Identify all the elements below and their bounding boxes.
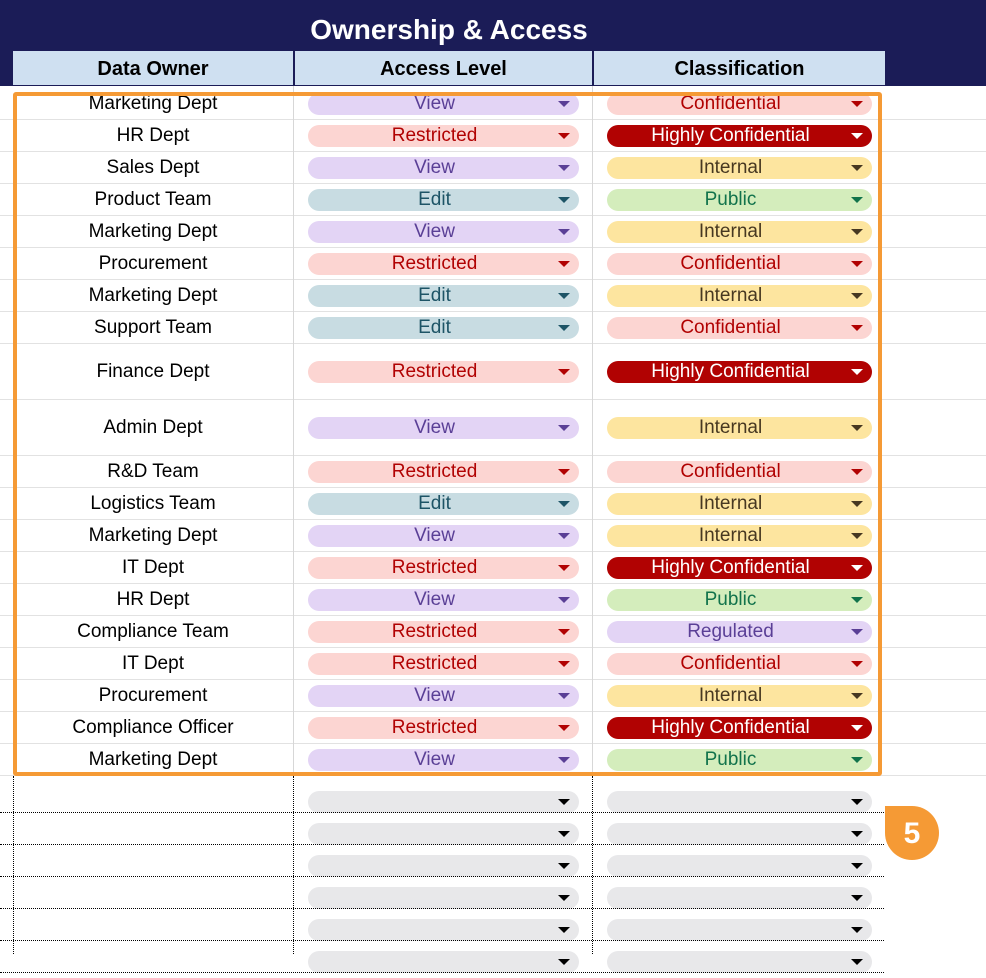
dropdown-arrow-icon[interactable] <box>851 863 863 869</box>
column-header-classification[interactable]: Classification <box>594 51 885 85</box>
empty-classification-dropdown[interactable] <box>607 855 872 877</box>
data-owner-text: Compliance Officer <box>72 717 234 738</box>
classification-dropdown-label: Confidential <box>680 317 781 338</box>
column-header-data-owner[interactable]: Data Owner <box>13 51 293 85</box>
empty-access-dropdown[interactable] <box>308 823 579 845</box>
access-level-dropdown-label: View <box>414 525 455 546</box>
dropdown-arrow-icon[interactable] <box>851 831 863 837</box>
empty-table-row <box>0 818 986 850</box>
dotted-column-divider <box>592 776 593 954</box>
step-badge: 5 <box>885 806 939 860</box>
section-title: Ownership & Access <box>310 14 588 45</box>
access-level-dropdown-label: Restricted <box>391 461 478 482</box>
empty-table-row <box>0 914 986 946</box>
data-owner-text: Procurement <box>98 685 208 706</box>
dropdown-arrow-icon[interactable] <box>558 927 570 933</box>
classification-dropdown-label: Highly Confidential <box>651 361 810 382</box>
access-level-dropdown-label: Restricted <box>391 717 478 738</box>
access-level-dropdown-label: View <box>414 685 455 706</box>
empty-access-dropdown[interactable] <box>308 855 579 877</box>
dropdown-arrow-icon[interactable] <box>851 959 863 965</box>
data-owner-text: Marketing Dept <box>88 93 218 114</box>
data-owner-text: Compliance Team <box>77 621 229 642</box>
classification-dropdown-label: Internal <box>698 417 763 438</box>
data-owner-text: IT Dept <box>122 557 184 578</box>
access-level-dropdown-label: Restricted <box>391 557 478 578</box>
dotted-column-divider <box>293 776 294 954</box>
access-level-dropdown-label: View <box>414 93 455 114</box>
classification-dropdown-label: Internal <box>698 157 763 178</box>
access-level-dropdown-label: Restricted <box>391 621 478 642</box>
classification-dropdown-label: Internal <box>698 221 763 242</box>
empty-table-row <box>0 882 986 914</box>
access-level-dropdown-label: Restricted <box>391 253 478 274</box>
access-level-dropdown-label: Restricted <box>391 361 478 382</box>
classification-dropdown-label: Highly Confidential <box>651 125 810 146</box>
data-owner-text: Product Team <box>94 189 212 210</box>
dotted-row-divider <box>0 972 884 973</box>
data-owner-text: R&D Team <box>107 461 199 482</box>
classification-dropdown-label: Public <box>704 749 757 770</box>
access-level-dropdown-label: Restricted <box>391 653 478 674</box>
empty-classification-dropdown[interactable] <box>607 887 872 909</box>
data-owner-text: Marketing Dept <box>88 221 218 242</box>
empty-access-dropdown[interactable] <box>308 919 579 941</box>
empty-access-dropdown[interactable] <box>308 951 579 973</box>
classification-dropdown-label: Internal <box>698 685 763 706</box>
classification-dropdown-label: Public <box>704 589 757 610</box>
empty-access-dropdown[interactable] <box>308 887 579 909</box>
dotted-row-divider <box>0 812 884 813</box>
dropdown-arrow-icon[interactable] <box>558 799 570 805</box>
empty-classification-dropdown[interactable] <box>607 791 872 813</box>
access-level-dropdown-label: Edit <box>418 189 451 210</box>
dropdown-arrow-icon[interactable] <box>558 895 570 901</box>
data-owner-text: Procurement <box>98 253 208 274</box>
dropdown-arrow-icon[interactable] <box>558 863 570 869</box>
empty-classification-dropdown[interactable] <box>607 951 872 973</box>
data-owner-text: Marketing Dept <box>88 525 218 546</box>
empty-access-dropdown[interactable] <box>308 791 579 813</box>
classification-dropdown-label: Confidential <box>680 461 781 482</box>
access-level-dropdown-label: View <box>414 417 455 438</box>
dropdown-arrow-icon[interactable] <box>851 799 863 805</box>
classification-dropdown-label: Public <box>704 189 757 210</box>
data-owner-text: Logistics Team <box>90 493 216 514</box>
selection-highlight <box>13 92 882 776</box>
dotted-row-divider <box>0 940 884 941</box>
data-owner-text: HR Dept <box>116 589 190 610</box>
access-level-dropdown-label: View <box>414 221 455 242</box>
classification-dropdown-label: Confidential <box>680 253 781 274</box>
empty-table-row <box>0 850 986 882</box>
dropdown-arrow-icon[interactable] <box>558 831 570 837</box>
data-owner-text: Marketing Dept <box>88 285 218 306</box>
empty-table-row <box>0 946 986 978</box>
classification-dropdown-label: Regulated <box>687 621 774 642</box>
data-owner-text: Sales Dept <box>106 157 200 178</box>
access-level-dropdown-label: Restricted <box>391 125 478 146</box>
classification-dropdown-label: Highly Confidential <box>651 557 810 578</box>
data-owner-text: Finance Dept <box>96 361 210 382</box>
empty-classification-dropdown[interactable] <box>607 823 872 845</box>
access-level-dropdown-label: View <box>414 749 455 770</box>
column-header-access-level[interactable]: Access Level <box>295 51 592 85</box>
data-owner-text: HR Dept <box>116 125 190 146</box>
dropdown-arrow-icon[interactable] <box>558 959 570 965</box>
dotted-column-divider <box>13 776 14 954</box>
dotted-row-divider <box>0 876 884 877</box>
access-level-dropdown-label: Edit <box>418 493 451 514</box>
empty-table-row <box>0 786 986 818</box>
data-owner-text: Support Team <box>94 317 212 338</box>
dropdown-arrow-icon[interactable] <box>851 927 863 933</box>
classification-dropdown-label: Highly Confidential <box>651 717 810 738</box>
access-level-dropdown-label: Edit <box>418 285 451 306</box>
data-owner-text: Admin Dept <box>103 417 203 438</box>
classification-dropdown-label: Confidential <box>680 93 781 114</box>
empty-classification-dropdown[interactable] <box>607 919 872 941</box>
dropdown-arrow-icon[interactable] <box>851 895 863 901</box>
access-level-dropdown-label: Edit <box>418 317 451 338</box>
classification-dropdown-label: Internal <box>698 285 763 306</box>
access-level-dropdown-label: View <box>414 589 455 610</box>
dotted-row-divider <box>0 844 884 845</box>
data-owner-text: IT Dept <box>122 653 184 674</box>
classification-dropdown-label: Internal <box>698 525 763 546</box>
access-level-dropdown-label: View <box>414 157 455 178</box>
dotted-row-divider <box>0 908 884 909</box>
classification-dropdown-label: Internal <box>698 493 763 514</box>
data-owner-text: Marketing Dept <box>88 749 218 770</box>
classification-dropdown-label: Confidential <box>680 653 781 674</box>
